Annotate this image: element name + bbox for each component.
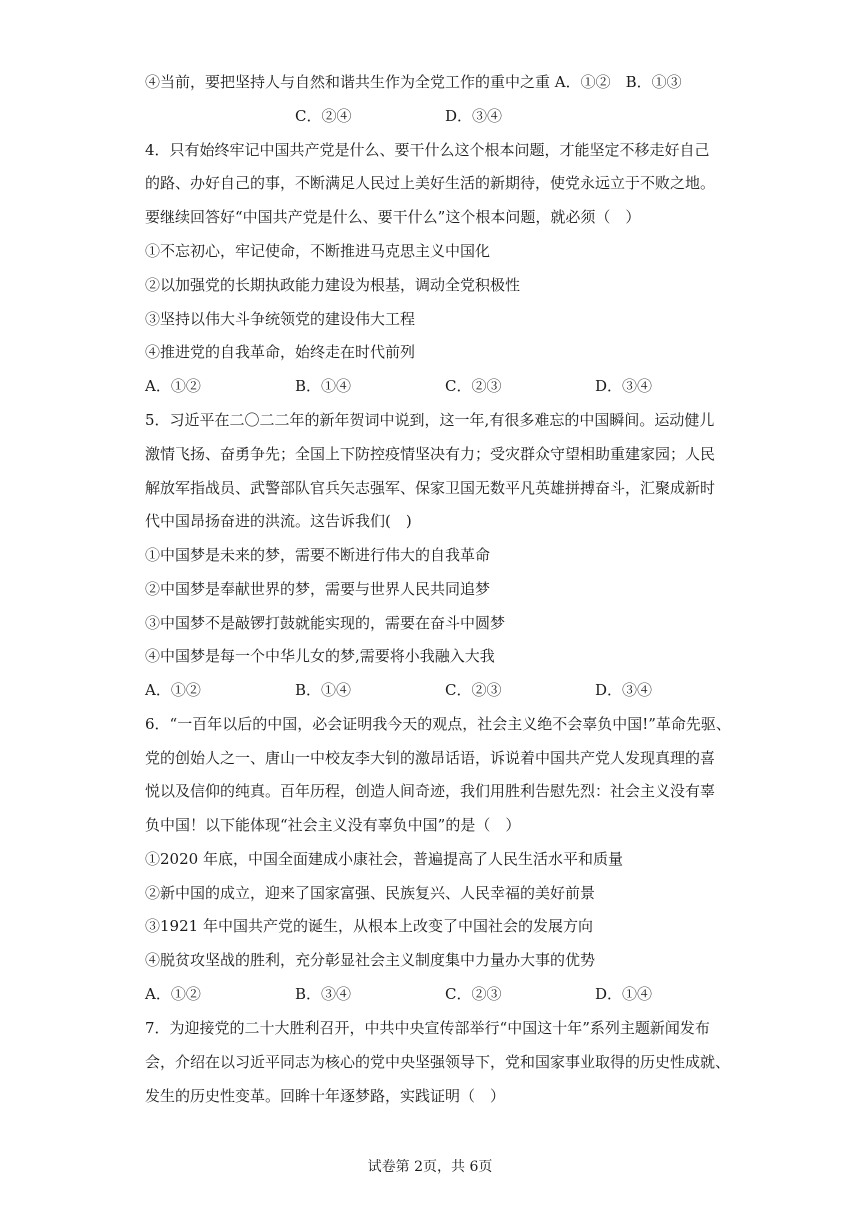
q5-statement-3: ③中国梦不是敲锣打鼓就能实现的，需要在奋斗中圆梦 [145,614,506,632]
page-footer: 试卷第 2页，共 6页 [367,1159,493,1175]
q6-stem-line-1: 6．“一百年以后的中国，必会证明我今天的观点，社会主义绝不会辜负中国!”革命先驱、 [145,715,731,733]
q6-statement-4: ④脱贫攻坚战的胜利，充分彰显社会主义制度集中力量办大事的优势 [145,951,596,969]
q4-option-a: A．①② [145,377,201,395]
q3-statement-4: ④当前，要把坚持人与自然和谐共生作为全党工作的重中之重 A．①② B．①③ [145,73,682,91]
q6-option-b: B．③④ [295,985,352,1003]
q6-stem-line-4: 负中国！以下能体现“社会主义没有辜负中国”的是（ ） [145,816,521,834]
q6-stem-line-2: 党的创始人之一、唐山一中校友李大钊的激昂话语，诉说着中国共产党人发现真理的喜 [145,749,716,767]
q5-statement-1: ①中国梦是未来的梦，需要不断进行伟大的自我革命 [145,546,491,564]
q4-statement-3: ③坚持以伟大斗争统领党的建设伟大工程 [145,310,416,328]
q4-option-d: D．③④ [595,377,653,395]
q4-statement-4: ④推进党的自我革命，始终走在时代前列 [145,343,416,361]
q5-option-b: B．①④ [295,681,352,699]
q5-stem-line-2: 激情飞扬、奋勇争先；全国上下防控疫情坚决有力；受灾群众守望相助重建家园；人民 [145,445,716,463]
q6-option-c: C．②③ [445,985,502,1003]
q4-stem-line-3: 要继续回答好“中国共产党是什么、要干什么”这个根本问题，就必须（ ） [145,208,641,226]
q5-stem-line-4: 代中国昂扬奋进的洪流。这告诉我们( ) [145,512,412,530]
q4-option-b: B．①④ [295,377,352,395]
q7-stem-line-1: 7．为迎接党的二十大胜利召开，中共中央宣传部举行“中国这十年”系列主题新闻发布 [145,1019,710,1037]
q5-stem-line-3: 解放军指战员、武警部队官兵矢志强军、保家卫国无数平凡英雄拼搏奋斗，汇聚成新时 [145,479,716,497]
q5-option-c: C．②③ [445,681,502,699]
q6-statement-2: ②新中国的成立，迎来了国家富强、民族复兴、人民幸福的美好前景 [145,884,596,902]
q7-stem-line-2: 会，介绍在以习近平同志为核心的党中央坚强领导下，党和国家事业取得的历史性成就、 [145,1053,731,1071]
q4-statement-2: ②以加强党的长期执政能力建设为根基，调动全党积极性 [145,276,521,294]
q5-stem-line-1: 5．习近平在二〇二二年的新年贺词中说到，这一年,有很多难忘的中国瞬间。运动健儿 [145,411,715,429]
q3-option-c: C．②④ [295,107,352,125]
q5-statement-2: ②中国梦是奉献世界的梦，需要与世界人民共同追梦 [145,580,491,598]
q6-statement-1: ①2020 年底，中国全面建成小康社会，普遍提高了人民生活水平和质量 [145,850,623,868]
q3-option-d: D．③④ [445,107,503,125]
q5-option-a: A．①② [145,681,201,699]
q6-option-a: A．①② [145,985,201,1003]
q7-stem-line-3: 发生的历史性变革。回眸十年逐梦路，实践证明（ ） [145,1087,506,1105]
q4-stem-line-1: 4．只有始终牢记中国共产党是什么、要干什么这个根本问题，才能坚定不移走好自己 [145,141,710,159]
q6-option-d: D．①④ [595,985,653,1003]
q4-option-c: C．②③ [445,377,502,395]
q4-statement-1: ①不忘初心，牢记使命，不断推进马克思主义中国化 [145,242,491,260]
q5-option-d: D．③④ [595,681,653,699]
q6-statement-3: ③1921 年中国共产党的诞生，从根本上改变了中国社会的发展方向 [145,917,593,935]
q4-stem-line-2: 的路、办好自己的事，不断满足人民过上美好生活的新期待，使党永远立于不败之地。 [145,174,716,192]
q6-stem-line-3: 悦以及信仰的纯真。百年历程，创造人间奇迹，我们用胜利告慰先烈：社会主义没有辜 [145,782,716,800]
q5-statement-4: ④中国梦是每一个中华儿女的梦,需要将小我融入大我 [145,647,495,665]
